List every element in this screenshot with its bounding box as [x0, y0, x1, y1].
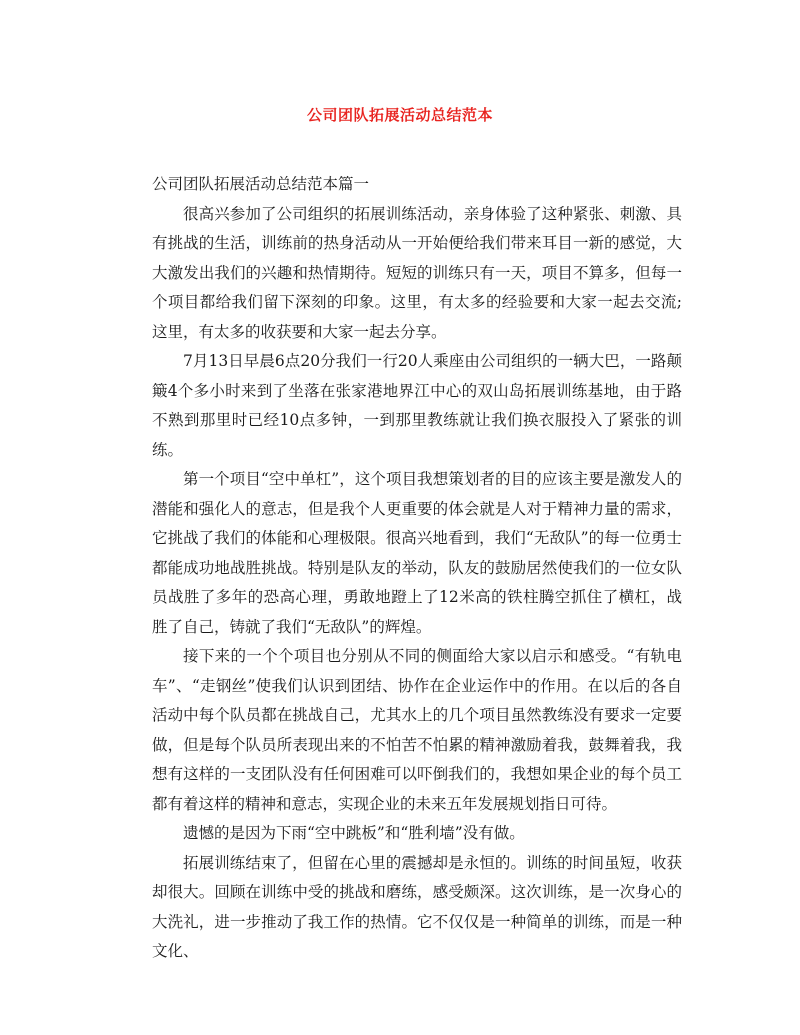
- paragraph: 第一个项目“空中单杠”，这个项目我想策划者的目的应该主要是激发人的潜能和强化人的意志，但是我个人更重要的体会就是人对于精神力量的需求，它挑战了我们的体能和心理极限。很高兴地看到，我们“无敌队”的每一位勇士都能成功地战胜挑战。特别是队友的举动，队友的鼓励居然使我们的一位女队员战胜了多年的恐高心理，勇敢地蹬上了12米高的铁柱腾空抓住了横杠，战胜了自己，铸就了我们“无敌队”的辉煌。: [152, 470, 682, 636]
- paragraph: 很高兴参加了公司组织的拓展训练活动，亲身体验了这种紧张、刺激、具有挑战的生活，训练前的热身活动从一开始便给我们带来耳目一新的感觉，大大激发出我们的兴趣和热情期待。短短的训练只有一天，项目不算多，但每一个项目都给我们留下深刻的印象。这里，有太多的经验要和大家一起去交流;这里，有太多的收获要和大家一起去分享。: [152, 204, 682, 341]
- paragraph: 7月13日早晨6点20分我们一行20人乘座由公司组织的一辆大巴，一路颠簸4个多小时来到了坐落在张家港地界江中心的双山岛拓展训练基地，由于路不熟到那里时已经10点多钟，一到那里教练就让我们换衣服投入了紧张的训练。: [152, 352, 682, 459]
- paragraph: 遗憾的是因为下雨“空中跳板”和“胜利墙”没有做。: [183, 824, 525, 842]
- document-body: [152, 170, 682, 967]
- paragraph: 拓展训练结束了，但留在心里的震撼却是永恒的。训练的时间虽短，收获却很大。回顾在训练中受的挑战和磨练，感受颇深。这次训练，是一次身心的大洗礼，进一步推动了我工作的热情。它不仅仅是一种简单的训练，而是一种文化、: [152, 853, 682, 960]
- document-title: 公司团队拓展活动总结范本: [306, 106, 493, 124]
- document-subtitle: 公司团队拓展活动总结范本篇一: [152, 175, 370, 193]
- paragraph: 接下来的一个个项目也分别从不同的侧面给大家以启示和感受。“有轨电车”、“走钢丝”使我们认识到团结、协作在企业运作中的作用。在以后的各自活动中每个队员都在挑战自己，尤其水上的几个项目虽然教练没有要求一定要做，但是每个队员所表现出来的不怕苦不怕累的精神激励着我，鼓舞着我，我想有这样的一支团队没有任何困难可以吓倒我们的，我想如果企业的每个员工都有着这样的精神和意志，实现企业的未来五年发展规划指日可待。: [152, 647, 682, 813]
